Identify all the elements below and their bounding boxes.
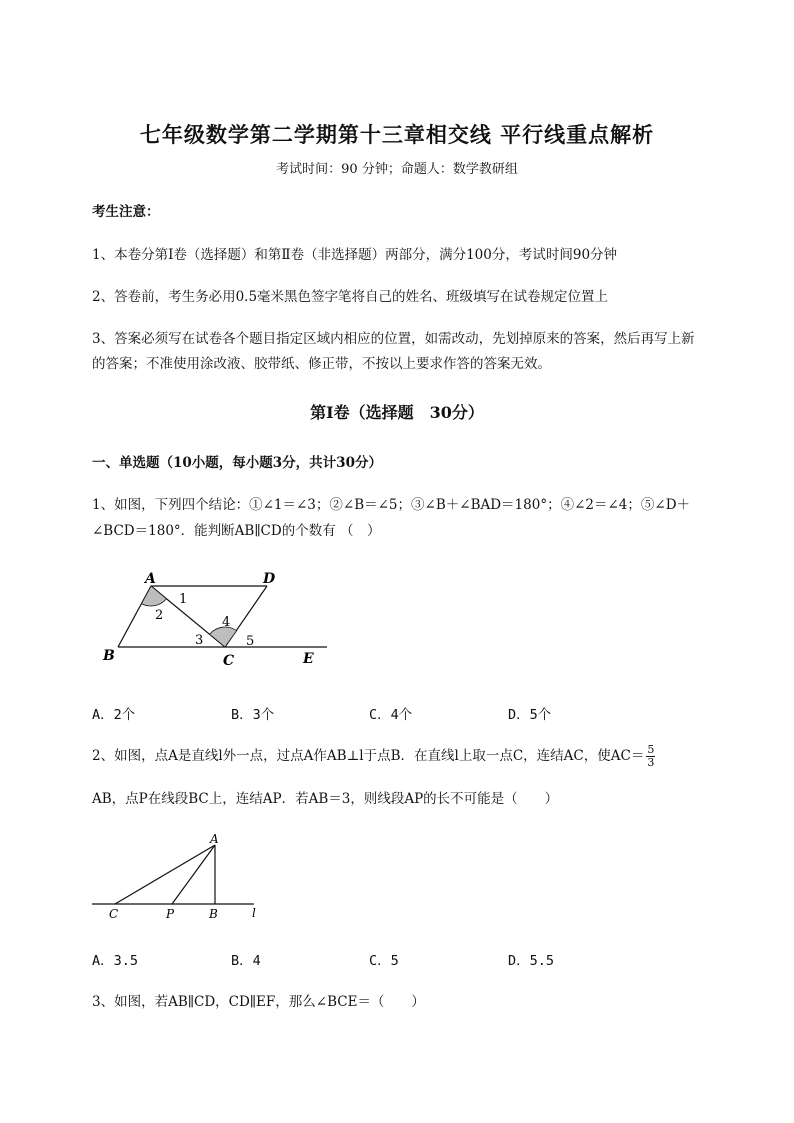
question-1-option-a[interactable]: A．2个 [92,707,136,723]
question-1-figure [95,565,335,675]
point-e-label: E [303,651,314,667]
exam-info: 考试时间：90 分钟；命题人：数学教研组 [276,162,518,177]
question-3-line-1: 3、如图，若AB∥CD，CD∥EF，那么∠BCE＝（ ） [92,994,425,1010]
angle-label-3: 3 [195,633,204,648]
segment-ac [115,845,215,904]
question-2-line-1 [92,744,655,769]
notice-item-3-line-2: 的答案；不准使用涂改液、胶带纸、修正带，不按以上要求作答的答案无效。 [92,356,551,372]
fraction-five-thirds [646,744,655,769]
angle-label-5: 5 [246,634,255,649]
section-title: 第Ⅰ卷（选择题 30分） [310,403,484,422]
notice-item-3-line-1: 3、答案必须写在试卷各个题目指定区域内相应的位置，如需改动，先划掉原来的答案，然后再写上新 [92,331,695,347]
notice-item-1: 1、本卷分第Ⅰ卷（选择题）和第Ⅱ卷（非选择题）两部分，满分100分，考试时间90分钟 [92,247,618,263]
question-2-option-d[interactable]: D．5.5 [508,953,555,969]
point-d-label: D [263,571,276,587]
question-2-figure [90,828,270,926]
line-l-label: l [252,906,256,920]
point-a-label: A [145,571,156,587]
fraction-numerator: 5 [647,743,655,756]
question-2-option-a[interactable]: A．3.5 [92,953,139,969]
notice-item-2: 2、答卷前，考生务必用0.5毫米黑色签字笔将自己的姓名、班级填写在试卷规定位置上 [92,289,609,305]
point-b-label: B [103,648,115,664]
question-1-option-d[interactable]: D．5个 [508,707,552,723]
notice-heading: 考生注意： [92,204,160,220]
point-a-label: A [210,832,219,846]
angle-mark-c [210,627,237,647]
page-title: 七年级数学第二学期第十三章相交线 平行线重点解析 [139,122,655,147]
point-c-label: C [109,907,119,921]
question-2-option-c[interactable]: C．5 [369,953,399,969]
angle-label-1: 1 [179,592,188,607]
point-b-label: B [209,907,218,921]
question-2-line-2: AB，点P在线段BC上，连结AP．若AB＝3，则线段AP的长不可能是（ ） [92,791,559,807]
angle-mark-a [142,586,167,606]
part-title: 一、单选题（10小题，每小题3分，共计30分） [92,455,382,471]
question-1-line-2: ∠BCD＝180°．能判断AB∥CD的个数有 （ ） [92,523,381,539]
question-2-option-b[interactable]: B．4 [231,953,261,969]
point-p-label: P [166,907,175,921]
question-2-line-1-text: 2、如图，点A是直线l外一点，过点A作AB⊥l于点B．在直线l上取一点C，连结AC，使AC＝ [92,748,645,764]
segment-ap [172,845,215,904]
question-1-line-1: 1、如图，下列四个结论：①∠1＝∠3；②∠B＝∠5；③∠B＋∠BAD＝180°；④∠2＝∠4；⑤∠D＋ [92,497,691,513]
question-1-option-b[interactable]: B．3个 [231,707,275,723]
fraction-denominator: 3 [647,756,655,769]
angle-label-2: 2 [155,608,164,623]
angle-label-4: 4 [222,615,231,630]
point-c-label: C [223,653,235,669]
question-1-option-c[interactable]: C．4个 [369,707,413,723]
